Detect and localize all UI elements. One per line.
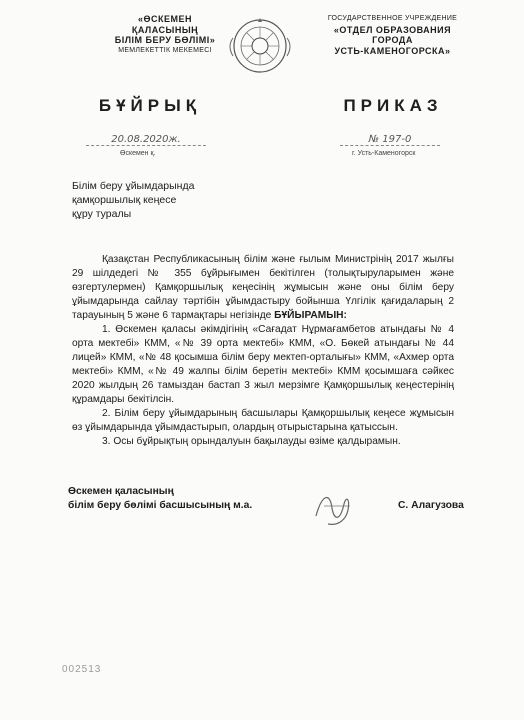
order-number: № 197-0 bbox=[340, 134, 440, 146]
issuer-kz-line2: ҚАЛАСЫНЫҢ bbox=[131, 24, 199, 35]
preamble-text: Қазақстан Республикасының білім және ғылым Министрінің 2017 жылғы 29 шілдедегі № 355 бұйрығымен бекітілген (толықтыруларымен және өзгертулермен) Қамқоршылық кеңесінің жұмысын және оны білім беру ұйымдарында сайлау тәртібін ұйымдастыру бойынша Үлгілік қағидаларың 2 тарауының 5 және 6 тармақтары негізінде bbox=[72, 254, 454, 321]
order-body bbox=[72, 253, 454, 449]
issuer-ru-line2: «ОТДЕЛ ОБРАЗОВАНИЯ bbox=[333, 24, 452, 35]
subject-line2: қамқоршылық кеңесе bbox=[72, 194, 177, 206]
subject-line1: Білім беру ұйымдарында bbox=[72, 180, 195, 192]
clause-1: 1. Өскемен қаласы әкімдігінің «Сағадат Нұрмағамбетов атындағы № 4 орта мектебі» КММ, «№ 39 орта мектебі» КММ, «О. Бөкей атындағы № 44 лицей» КММ, «№ 48 қосымша білім беру мектеп-орталығы» КММ, «Ахмер орта мектебі» КММ, «№ 49 жалпы білім беретін мектебі» КММ қосымшаға сәйкес 2020 жылдың 26 тамыздан бастап 3 жыл мерзімге Қамқоршылық кеңестерінің құрамдары бекітілсін. bbox=[72, 324, 454, 405]
clause-2: 2. Білім беру ұйымдарының басшылары Қамқоршылық кеңесе жұмысын өз ұйымдарында ұйымдастырып, олардың отырыстарына қатыссын. bbox=[72, 408, 454, 433]
issuer-kz-line1: «ӨСКЕМЕН bbox=[137, 14, 192, 24]
signatory-position bbox=[68, 485, 252, 513]
order-subject bbox=[72, 179, 194, 221]
document-number: 002513 bbox=[62, 664, 102, 675]
preamble-paragraph bbox=[72, 253, 454, 323]
issuer-kz-line4: МЕМЛЕКЕТТІК МЕКЕМЕСІ bbox=[118, 46, 212, 54]
issuer-ru-line4: УСТЬ-КАМЕНОГОРСКА» bbox=[334, 45, 451, 56]
signatory-name: С. Алагузова bbox=[398, 500, 464, 511]
issuer-ru-line1: ГОСУДАРСТВЕННОЕ УЧРЕЖДЕНИЕ bbox=[327, 15, 458, 22]
issuer-kz-line3: БІЛІМ БЕРУ БӨЛІМІ» bbox=[114, 35, 216, 45]
signatory-line2: білім беру бөлімі басшысының м.а. bbox=[68, 500, 253, 511]
order-title-ru: ПРИКАЗ bbox=[343, 96, 443, 115]
handwritten-signature bbox=[310, 486, 360, 530]
city-ru: г. Усть-Каменогорск bbox=[352, 150, 416, 157]
issuer-ru bbox=[300, 14, 485, 56]
command-word: БҰЙЫРАМЫН: bbox=[274, 310, 347, 321]
order-title-kz: БҰЙРЫҚ bbox=[98, 96, 202, 115]
signatory-line1: Өскемен қаласының bbox=[68, 486, 174, 497]
clause-3: 3. Осы бұйрықтың орындалуын бақылауды өзіме қалдырамын. bbox=[102, 436, 401, 447]
order-date: 20.08.2020ж. bbox=[86, 134, 206, 146]
state-emblem-icon bbox=[225, 16, 295, 76]
city-kz: Өскемен қ. bbox=[120, 150, 156, 157]
issuer-ru-line3: ГОРОДА bbox=[372, 35, 413, 45]
subject-line3: құру туралы bbox=[72, 208, 132, 220]
